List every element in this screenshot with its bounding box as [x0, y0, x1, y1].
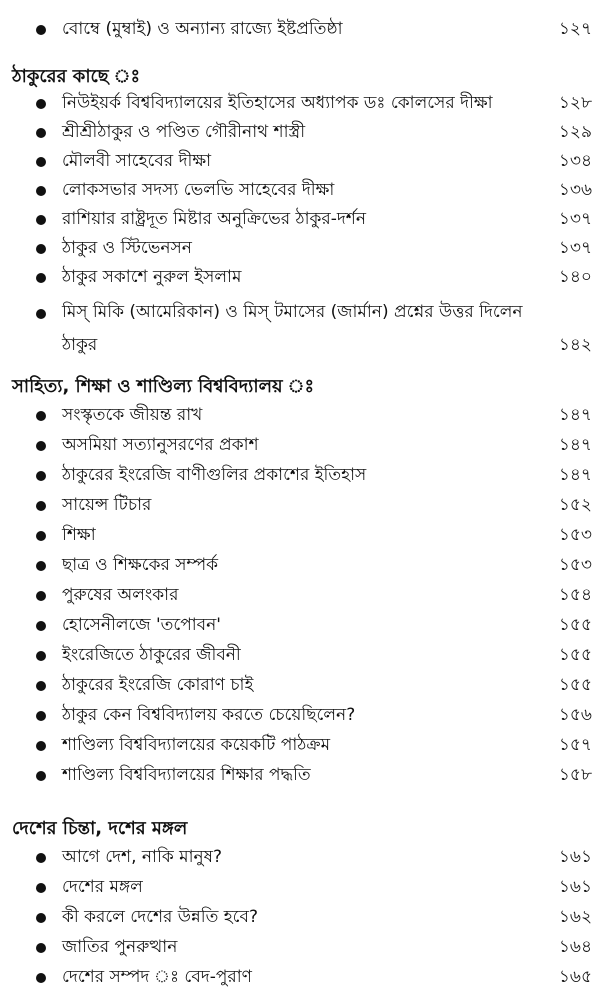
bullet-icon	[36, 913, 46, 923]
bullet-icon	[36, 741, 46, 751]
toc-entry-title: দেশের সম্পদ ঃ বেদ-পুরাণ	[62, 967, 252, 987]
toc-entry-page: ১৫৫	[558, 645, 592, 665]
toc-entry-page: ১৪৭	[558, 405, 592, 425]
bullet-icon	[36, 309, 46, 319]
toc-entry-title: শিক্ষা	[62, 525, 96, 545]
toc-entry-page: ১৫৫	[558, 675, 592, 695]
toc-entry-title: আগে দেশ, নাকি মানুষ?	[62, 847, 223, 867]
toc-entry	[38, 12, 592, 46]
bullet-icon	[36, 561, 46, 571]
toc-entry-title: অসমিয়া সত্যানুসরণের প্রকাশ	[62, 435, 259, 455]
section-heading: ঠাকুরের কাছে ঃ	[12, 66, 141, 87]
toc-entry-page: ১৩৬	[558, 180, 592, 200]
bullet-icon	[36, 157, 46, 167]
toc-entry-title: ঠাকুর সকাশে নুরুল ইসলাম	[62, 267, 242, 287]
bullet-icon	[36, 99, 46, 109]
toc-entry	[38, 758, 592, 792]
toc-entry-page: ১২৭	[558, 19, 592, 39]
bullet-icon	[36, 128, 46, 138]
toc-entry	[38, 458, 592, 492]
toc-entry-title: ইংরেজিতে ঠাকুরের জীবনী	[62, 645, 241, 665]
toc-entry-page: ১৫৩	[558, 525, 592, 545]
toc-entry-page: ১৫৪	[558, 585, 592, 605]
toc-entry-page: ১৪৭	[558, 465, 592, 485]
toc-entry-title: দেশের মঙ্গল	[62, 877, 143, 897]
toc-entry-title: ঠাকুরের ইংরেজি কোরাণ চাই	[62, 675, 254, 695]
toc-entry-page: ১৬১	[558, 877, 592, 897]
section-heading: সাহিত্য, শিক্ষা ও শাণ্ডিল্য বিশ্ববিদ্যালয় ঃ	[12, 376, 315, 397]
toc-entry-title: জাতির পুনরুত্থান	[62, 937, 178, 957]
toc-entry-title: শাণ্ডিল্য বিশ্ববিদ্যালয়ের শিক্ষার পদ্ধতি	[62, 765, 311, 785]
toc-entry-title: ছাত্র ও শিক্ষকের সম্পর্ক	[62, 555, 219, 575]
toc-entry	[38, 870, 592, 904]
toc-entry-title: মিস্ মিকি (আমেরিকান) ও মিস্ টমাসের (জার্মান) প্রশ্নের উত্তর দিলেন ঠাকুর	[62, 302, 523, 355]
bullet-icon	[36, 651, 46, 661]
toc-entry	[38, 668, 592, 702]
toc-entry	[38, 900, 592, 934]
bullet-icon	[36, 771, 46, 781]
toc-entry-title: ঠাকুরের ইংরেজি বাণীগুলির প্রকাশের ইতিহাস	[62, 465, 367, 485]
section-heading: দেশের চিন্তা, দশের মঙ্গল	[12, 818, 188, 839]
toc-entry-title: শ্রীশ্রীঠাকুর ও পণ্ডিত গৌরীনাথ শাস্ত্রী	[62, 122, 306, 142]
bullet-icon	[36, 273, 46, 283]
bullet-icon	[36, 973, 46, 983]
toc-entry-page: ১৪০	[558, 267, 592, 287]
toc-entry-title: শাণ্ডিল্য বিশ্ববিদ্যালয়ের কয়েকটি পাঠক্রম	[62, 735, 331, 755]
toc-entry	[38, 930, 592, 964]
toc-entry-page: ১৬১	[558, 847, 592, 867]
toc-entry	[38, 840, 592, 874]
toc-entry-title: নিউইয়র্ক বিশ্ববিদ্যালয়ের ইতিহাসের অধ্যাপক ডঃ কোলসের দীক্ষা	[62, 93, 493, 113]
toc-entry-page: ১৫৮	[558, 765, 592, 785]
toc-entry-page: ১৫৫	[558, 615, 592, 635]
toc-entry	[38, 638, 592, 672]
bullet-icon	[36, 711, 46, 721]
bullet-icon	[36, 186, 46, 196]
bullet-icon	[36, 621, 46, 631]
toc-entry-title: বোম্বে (মুম্বাই) ও অন্যান্য রাজ্যে ইষ্টপ্রতিষ্ঠা	[62, 19, 343, 39]
toc-entry	[38, 260, 592, 294]
toc-entry	[38, 578, 592, 612]
toc-entry-title: রাশিয়ার রাষ্ট্রদূত মিষ্টার অনুক্রিভের ঠাকুর-দর্শন	[62, 209, 367, 229]
bullet-icon	[36, 471, 46, 481]
toc-entry-title: হোসেনীলজে 'তপোবন'	[62, 615, 221, 635]
toc-entry	[38, 698, 592, 732]
bullet-icon	[36, 943, 46, 953]
toc-entry-title: কী করলে দেশের উন্নতি হবে?	[62, 907, 258, 927]
bullet-icon	[36, 883, 46, 893]
toc-entry-page: ১২৯	[558, 122, 592, 142]
bullet-icon	[36, 681, 46, 691]
toc-entry-title: ঠাকুর কেন বিশ্ববিদ্যালয় করতে চেয়েছিলেন?	[62, 705, 356, 725]
bullet-icon	[36, 531, 46, 541]
toc-entry-page: ১২৮	[558, 93, 592, 113]
toc-entry	[38, 728, 592, 762]
bullet-icon	[36, 215, 46, 225]
toc-entry	[38, 398, 592, 432]
toc-entry-page: ১৬৪	[558, 937, 592, 957]
toc-entry-page: ১৬২	[558, 907, 592, 927]
bullet-icon	[36, 25, 46, 35]
bullet-icon	[36, 441, 46, 451]
toc-entry-title: মৌলবী সাহেবের দীক্ষা	[62, 151, 212, 171]
bullet-icon	[36, 501, 46, 511]
toc-entry-title: পুরুষের অলংকার	[62, 585, 179, 605]
toc-entry-page: ১৫৭	[558, 735, 592, 755]
toc-entry-title: সায়েন্স টিচার	[62, 495, 152, 515]
toc-entry	[38, 428, 592, 462]
bullet-icon	[36, 591, 46, 601]
toc-entry	[38, 488, 592, 522]
toc-entry-page: ১৪৭	[558, 435, 592, 455]
toc-entry	[38, 960, 592, 994]
toc-entry-page: ১৩৪	[558, 151, 592, 171]
bullet-icon	[36, 244, 46, 254]
toc-entry	[38, 518, 592, 552]
toc-entry-page: ১৫৬	[558, 705, 592, 725]
toc-entry-page: ১৬৫	[558, 967, 592, 987]
toc-entry	[38, 608, 592, 642]
toc-entry-title: ঠাকুর ও স্টিভেনসন	[62, 238, 192, 258]
toc-entry-page: ১৫২	[558, 495, 592, 515]
bullet-icon	[36, 853, 46, 863]
toc-entry-title: সংস্কৃতকে জীয়ন্ত রাখ	[62, 405, 203, 425]
bullet-icon	[36, 411, 46, 421]
toc-entry	[38, 296, 592, 362]
toc-entry-page: ১৪২	[558, 335, 592, 355]
toc-entry-title: লোকসভার সদস্য ভেলভি সাহেবের দীক্ষা	[62, 180, 335, 200]
toc-entry-page: ১৩৭	[558, 209, 592, 229]
toc-entry-page: ১৩৭	[558, 238, 592, 258]
toc-entry-page: ১৫৩	[558, 555, 592, 575]
toc-entry	[38, 548, 592, 582]
